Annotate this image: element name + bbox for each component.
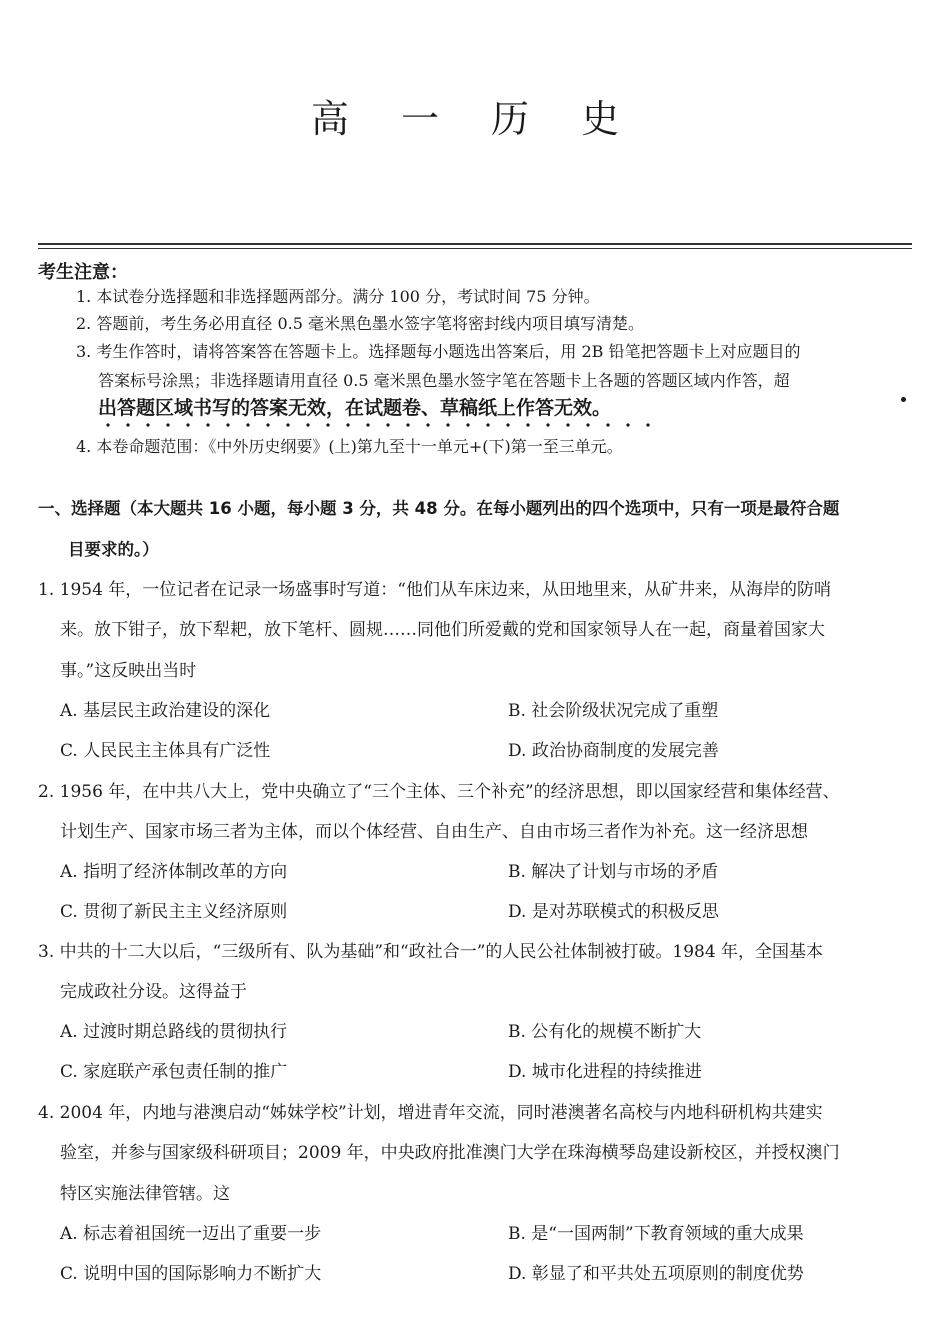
- question-1-option-c: C. 人民民主主体具有广泛性: [60, 741, 271, 761]
- header-divider-thin: [38, 248, 912, 249]
- notice-item-2: 2. 答题前，考生务必用直径 0.5 毫米黑色墨水签字笔将密封线内项目填写清楚。: [76, 314, 644, 333]
- notice-item-1: 1. 本试卷分选择题和非选择题两部分。满分 100 分，考试时间 75 分钟。: [76, 287, 600, 306]
- question-1-option-d: D. 政治协商制度的发展完善: [508, 741, 719, 761]
- notice-item-4: 4. 本卷命题范围：《中外历史纲要》(上)第九至十一单元+(下)第一至三单元。: [76, 437, 623, 456]
- section-heading-continued: 目要求的。）: [68, 540, 159, 559]
- question-4-stem: 4. 2004 年，内地与港澳启动“姊妹学校”计划，增进青年交流，同时港澳著名高校与内地科研机构共建实: [38, 1103, 823, 1123]
- question-3-option-b: B. 公有化的规模不断扩大: [508, 1022, 702, 1042]
- question-3-stem: 3. 中共的十二大以后，“三级所有、队为基础”和“政社合一”的人民公社体制被打破。1984 年，全国基本: [38, 942, 824, 962]
- section-heading: 一、选择题（本大题共 16 小题，每小题 3 分，共 48 分。在每小题列出的四个选项中，只有一项是最符合题: [38, 499, 840, 518]
- question-3-stem-line-2: 完成政社分设。这得益于: [60, 982, 247, 1002]
- question-3-option-c: C. 家庭联产承包责任制的推广: [60, 1062, 288, 1082]
- page-title: 高 一 历 史: [310, 97, 640, 141]
- question-1-stem-line-2: 来。放下钳子，放下犁耙，放下笔杆、圆规……同他们所爱戴的党和国家领导人在一起，商量着国家大: [60, 620, 825, 640]
- notice-item-3-continued: 答案标号涂黑；非选择题请用直径 0.5 毫米黑色墨水签字笔在答题卡上各题的答题区域内作答，超: [98, 371, 790, 390]
- question-2-option-d: D. 是对苏联模式的积极反思: [508, 902, 719, 922]
- question-4-option-b: B. 是“一国两制”下教育领域的重大成果: [508, 1224, 804, 1244]
- question-2-stem: 2. 1956 年，在中共八大上，党中央确立了“三个主体、三个补充”的经济思想，即以国家经营和集体经营、: [38, 782, 840, 802]
- question-4-option-c: C. 说明中国的国际影响力不断扩大: [60, 1264, 322, 1284]
- question-4-stem-line-2: 验室，并参与国家级科研项目；2009 年，中央政府批准澳门大学在珠海横琴岛建设新校区，并授权澳门: [60, 1143, 840, 1163]
- question-4-option-d: D. 彰显了和平共处五项原则的制度优势: [508, 1264, 804, 1284]
- question-4-stem-line-3: 特区实施法律管辖。这: [60, 1184, 230, 1204]
- header-divider-thick: [38, 243, 912, 245]
- question-2-stem-line-2: 计划生产、国家市场三者为主体，而以个体经营、自由生产、自由市场三者作为补充。这一经济思想: [60, 822, 808, 842]
- question-1-stem-line-3: 事。”这反映出当时: [60, 661, 197, 681]
- notice-heading: 考生注意：: [38, 262, 128, 283]
- question-2-option-c: C. 贯彻了新民主主义经济原则: [60, 902, 288, 922]
- notice-item-3-emphasis: 出答题区域书写的答案无效，在试题卷、草稿纸上作答无效。: [98, 397, 612, 419]
- question-3-option-a: A. 过渡时期总路线的贯彻执行: [60, 1022, 288, 1042]
- emphasis-dots: [98, 422, 658, 428]
- question-2-option-b: B. 解决了计划与市场的矛盾: [508, 862, 719, 882]
- question-2-option-a: A. 指明了经济体制改革的方向: [60, 862, 288, 882]
- question-1-option-a: A. 基层民主政治建设的深化: [60, 701, 271, 721]
- question-1-option-b: B. 社会阶级状况完成了重塑: [508, 701, 719, 721]
- notice-item-3: 3. 考生作答时，请将答案答在答题卡上。选择题每小题选出答案后，用 2B 铅笔把答题卡上对应题目的: [76, 342, 801, 361]
- question-1-stem: 1. 1954 年，一位记者在记录一场盛事时写道：“他们从车床边来，从田地里来，从矿井来，从海岸的防哨: [38, 580, 831, 600]
- question-3-option-d: D. 城市化进程的持续推进: [508, 1062, 702, 1082]
- question-4-option-a: A. 标志着祖国统一迈出了重要一步: [60, 1224, 322, 1244]
